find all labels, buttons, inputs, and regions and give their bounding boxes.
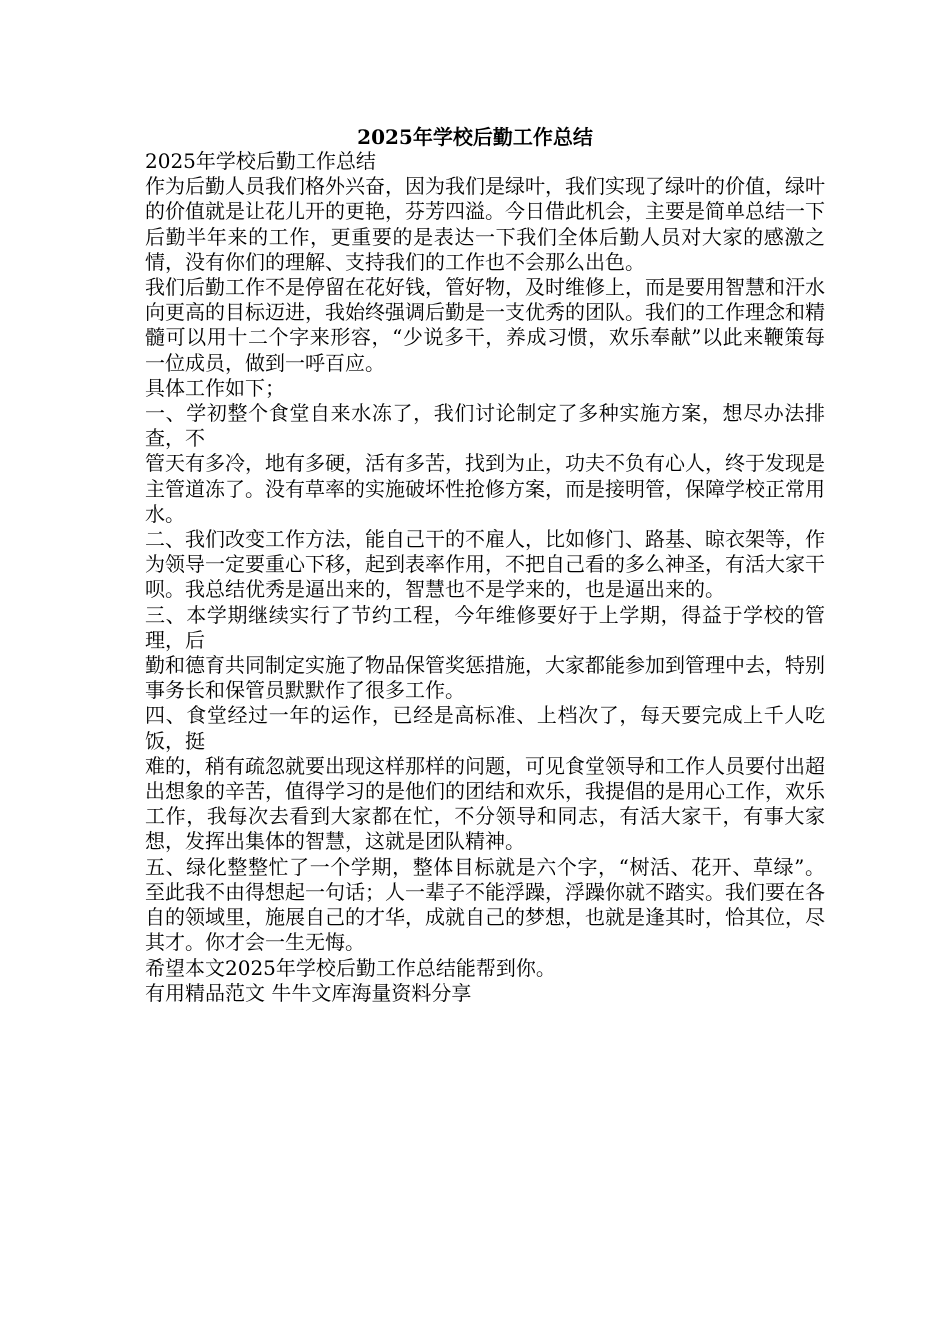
paragraph-item-2-start: 二、我们改变工作方法，能自己干的不雇人，比如修门、路基、晾衣架等，作: [145, 527, 825, 552]
paragraph-item-3-start: 三、本学期继续实行了节约工程，今年维修要好于上学期，得益于学校的管理，后: [145, 602, 825, 652]
document-title: 2025年学校后勤工作总结: [357, 125, 593, 149]
paragraph-philosophy: 我们后勤工作不是停留在花好钱，管好物，及时维修上，而是要用智慧和汗水向更高的目标迈进，我始终强调后勤是一支优秀的团队。我们的工作理念和精髓可以用十二个字来形容，“少说多干，养成习惯，欢乐奉献”以此来鞭策每一位成员，做到一呼百应。: [145, 275, 825, 375]
paragraph-closing: 希望本文2025年学校后勤工作总结能帮到你。: [145, 955, 556, 980]
paragraph-subtitle: 2025年学校后勤工作总结: [145, 149, 376, 173]
document-body: [145, 149, 825, 1006]
paragraph-intro: 作为后勤人员我们格外兴奋，因为我们是绿叶，我们实现了绿叶的价值，绿叶的价值就是让花儿开的更艳，芬芳四溢。今日借此机会，主要是简单总结一下后勤半年来的工作，更重要的是表达一下我们全体后勤人员对大家的感激之情，没有你们的理解、支持我们的工作也不会那么出色。: [145, 174, 825, 274]
paragraph-work-heading: 具体工作如下；: [145, 375, 285, 400]
paragraph-item-1-rest: 管天有多冷，地有多硬，活有多苦，找到为止，功夫不负有心人，终于发现是主管道冻了。没有草率的实施破坏性抢修方案，而是接明管，保障学校正常用水。: [145, 451, 825, 526]
paragraph-item-5: 五、绿化整整忙了一个学期，整体目标就是六个字，“树活、花开、草绿”。至此我不由得想起一句话；人一辈子不能浮躁，浮躁你就不踏实。我们要在各自的领域里，施展自己的才华，成就自己的梦想，也就是逢其时，恰其位，尽其才。你才会一生无悔。: [145, 854, 825, 955]
paragraph-item-3-rest: 勤和德育共同制定实施了物品保管奖惩措施，大家都能参加到管理中去，特别事务长和保管员默默作了很多工作。: [145, 653, 825, 703]
paragraph-item-4-rest: 难的，稍有疏忽就要出现这样那样的问题，可见食堂领导和工作人员要付出超出想象的辛苦，值得学习的是他们的团结和欢乐，我提倡的是用心工作，欢乐工作，我每次去看到大家都在忙，不分领导和同志，有活大家干，有事大家想，发挥出集体的智慧，这就是团队精神。: [145, 753, 825, 854]
paragraph-item-2-rest: 为领导一定要重心下移，起到表率作用，不把自己看的多么神圣，有活大家干呗。我总结优秀是逼出来的，智慧也不是学来的，也是逼出来的。: [145, 552, 825, 602]
paragraph-item-1-start: 一、学初整个食堂自来水冻了，我们讨论制定了多种实施方案，想尽办法排查，不: [145, 401, 825, 451]
paragraph-footer: 有用精品范文 牛牛文库海量资料分享: [145, 980, 472, 1005]
paragraph-item-4-start: 四、食堂经过一年的运作，已经是高标准、上档次了，每天要完成上千人吃饭，挺: [145, 703, 825, 753]
